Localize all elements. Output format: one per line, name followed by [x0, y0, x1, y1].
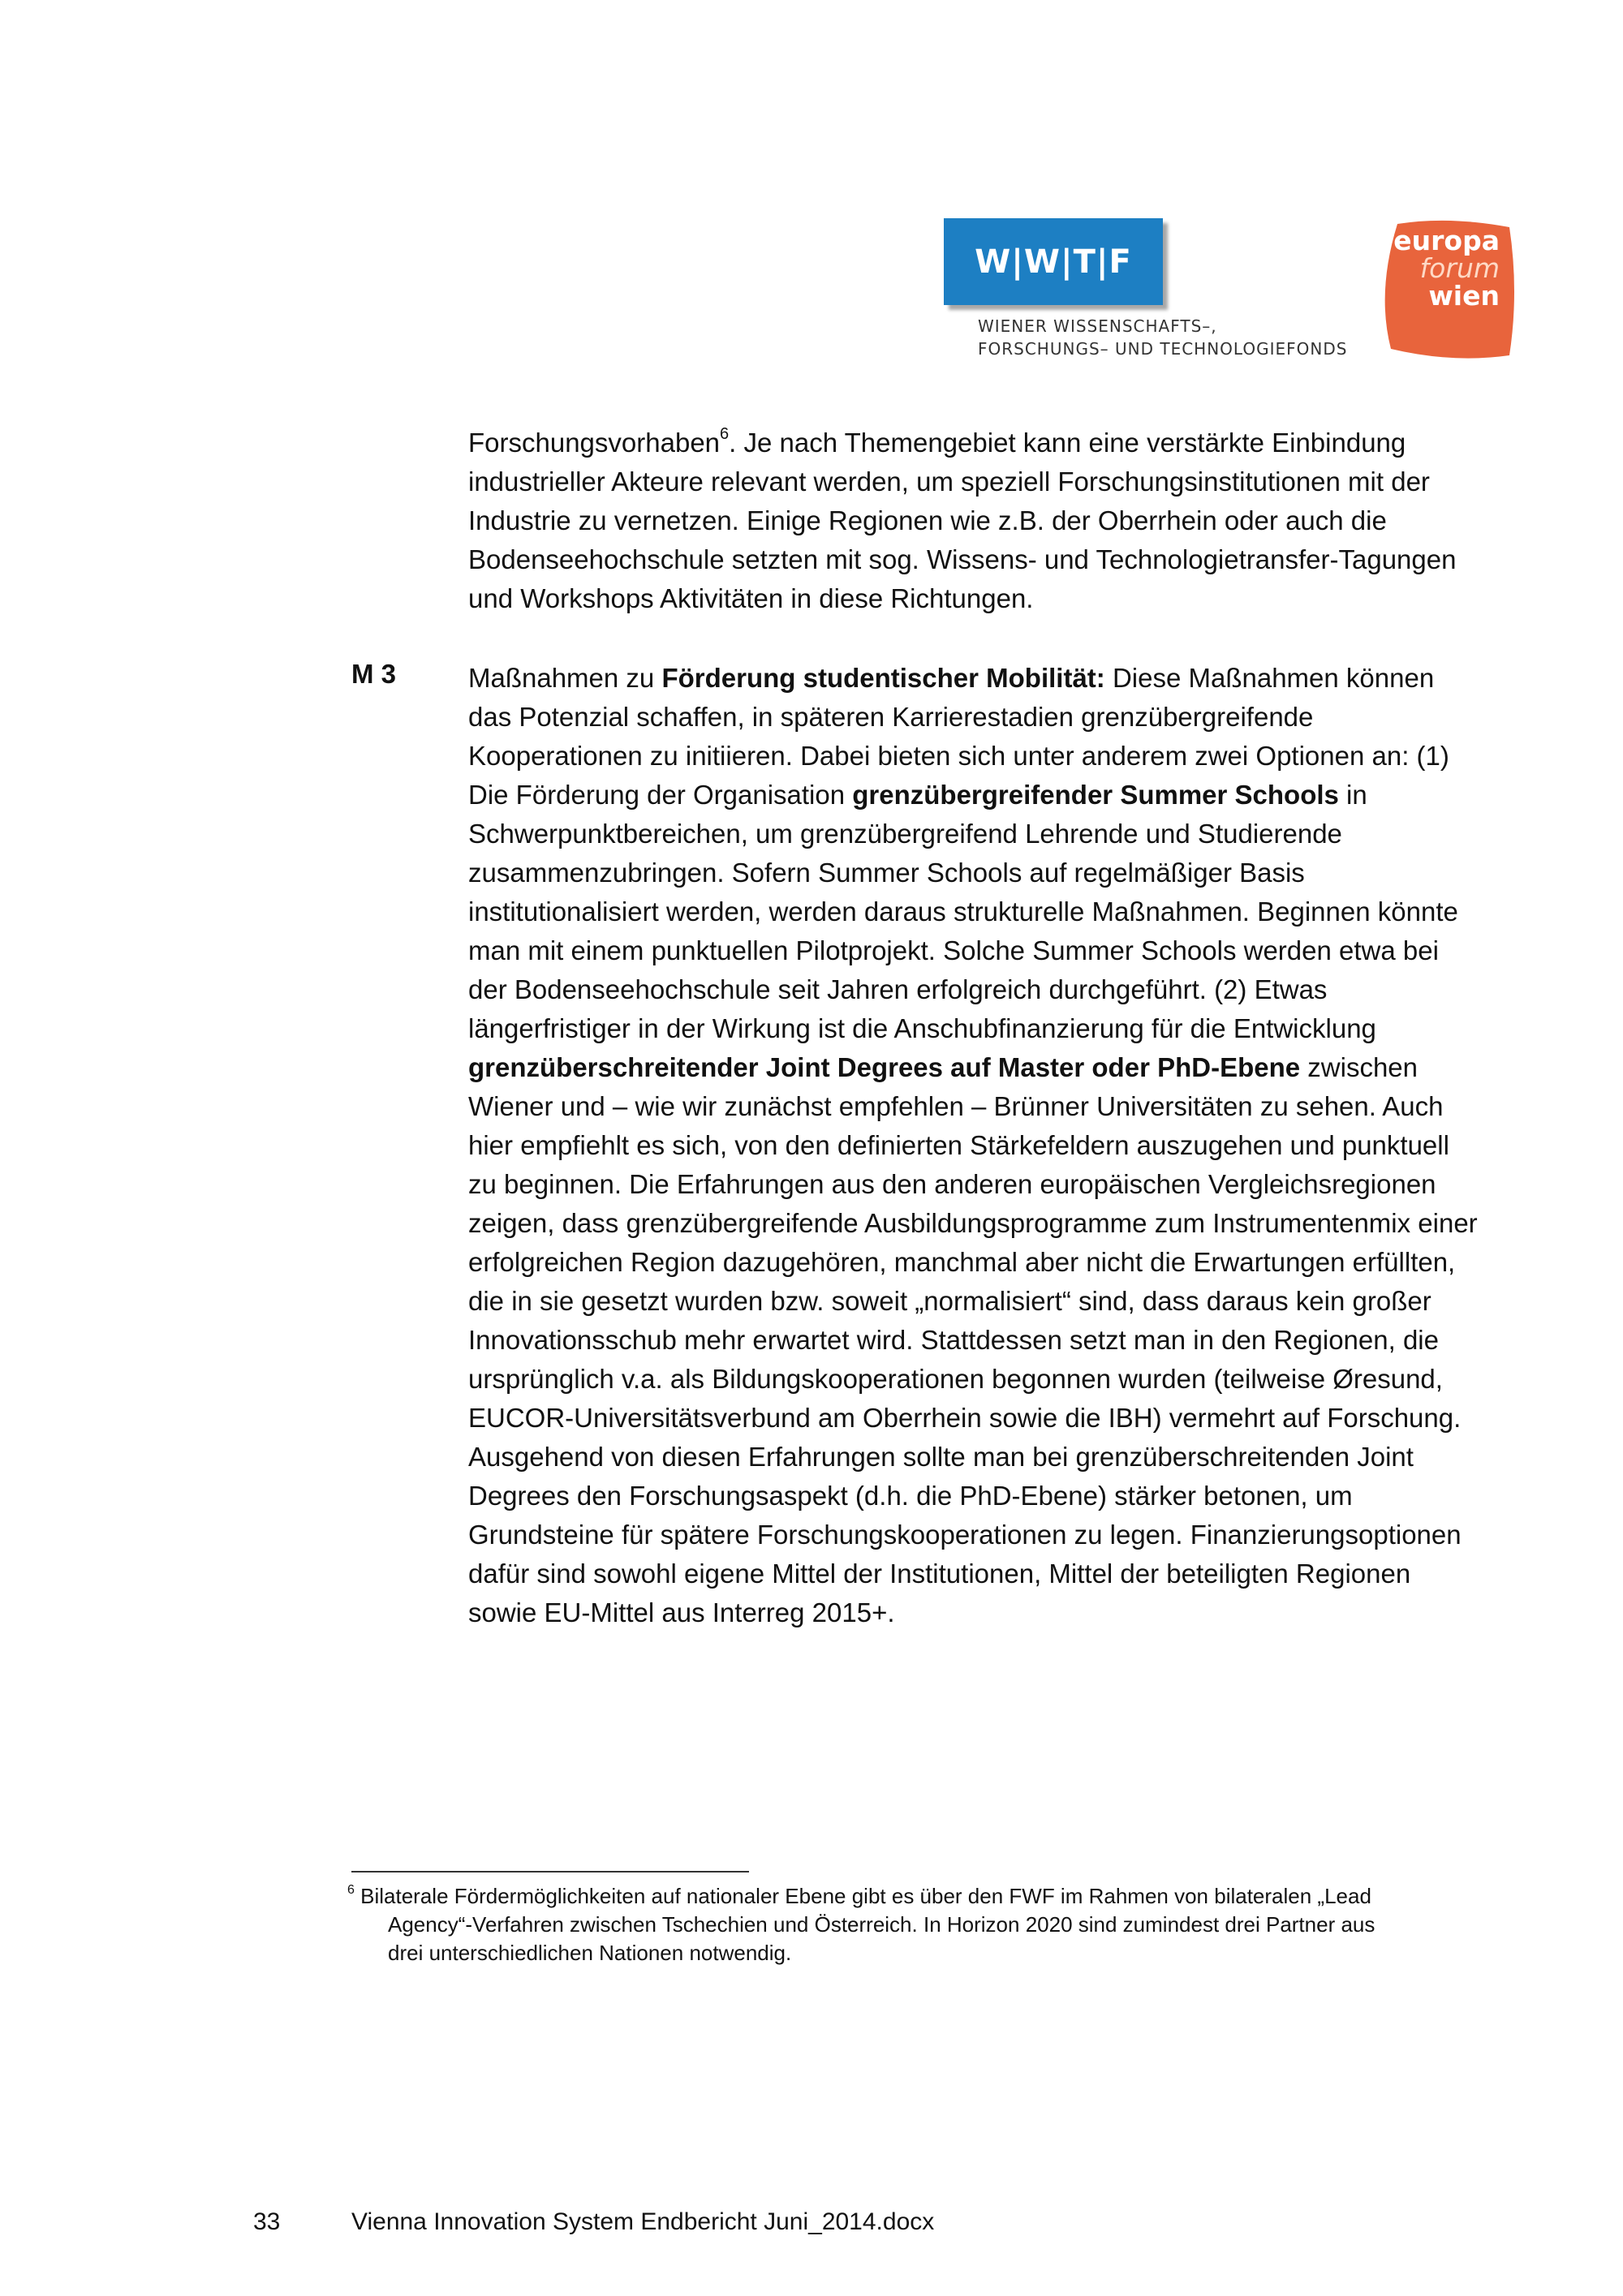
page-footer — [0, 2208, 1623, 2249]
text-line: EUCOR-Universitätsverbund am Oberrhein sowie die IBH) vermehrt auf Forschung. — [468, 1403, 1462, 1433]
text-line: zusammenzubringen. Sofern Summer Schools auf regelmäßiger Basis — [468, 858, 1305, 888]
text-run: Bilaterale Fördermöglichkeiten auf nationaler Ebene gibt es über den FWF im Rahmen von bilateralen „Lead — [354, 1884, 1371, 1908]
europa-logo-line-3: wien — [1428, 280, 1500, 312]
text-run: in — [1338, 780, 1367, 810]
footnote-reference: 6 — [720, 425, 730, 443]
wwtf-logo-text: W|W|T|F — [975, 243, 1132, 281]
text-line: drei unterschiedlichen Nationen notwendig. — [388, 1941, 792, 1965]
measure-label: M 3 — [351, 659, 397, 689]
text-line: zu beginnen. Die Erfahrungen aus den anderen europäischen Vergleichsregionen — [468, 1169, 1436, 1199]
text-run: Diese Maßnahmen können — [1104, 663, 1435, 693]
text-line: zeigen, dass grenzübergreifende Ausbildungsprogramme zum Instrumentenmix einer — [468, 1208, 1478, 1238]
europa-logo-line-1: europa — [1393, 225, 1500, 256]
text-line: und Workshops Aktivitäten in diese Richtungen. — [468, 583, 1034, 613]
wwtf-subtitle-line-2: FORSCHUNGS– UND TECHNOLOGIEFONDS — [978, 339, 1348, 359]
text-line — [468, 1048, 1556, 1087]
text-line: Wiener und – wie wir zunächst empfehlen – Brünner Universitäten zu sehen. Auch — [468, 1091, 1444, 1121]
text-line: man mit einem punktuellen Pilotprojekt. Solche Summer Schools werden etwa bei — [468, 935, 1439, 965]
text-line: Industrie zu vernetzen. Einige Regionen wie z.B. der Oberrhein oder auch die — [468, 505, 1387, 535]
text-line: Agency“-Verfahren zwischen Tschechien und Österreich. In Horizon 2020 sind zumindest drei Partner aus — [388, 1912, 1375, 1937]
intro-paragraph — [468, 424, 1556, 618]
text-line: Ausgehend von diesen Erfahrungen sollte man bei grenzüberschreitenden Joint — [468, 1442, 1414, 1472]
europa-forum-wien-logo — [1380, 219, 1518, 361]
bold-text: grenzüberschreitender Joint Degrees auf Master oder PhD-Ebene — [468, 1052, 1301, 1082]
text-line: Schwerpunktbereichen, um grenzübergreifend Lehrende und Studierende — [468, 819, 1342, 849]
text-line: Grundsteine für spätere Forschungskooperationen zu legen. Finanzierungsoptionen — [468, 1520, 1462, 1550]
document-name: Vienna Innovation System Endbericht Juni_2014.docx — [351, 2208, 935, 2235]
text-line: Innovationsschub mehr erwartet wird. Stattdessen setzt man in den Regionen, die — [468, 1325, 1439, 1355]
text-line: industrieller Akteure relevant werden, um speziell Forschungsinstitutionen mit der — [468, 467, 1430, 497]
text-run: Die Förderung der Organisation — [468, 780, 853, 810]
text-line: längerfristiger in der Wirkung ist die Anschubfinanzierung für die Entwicklung — [468, 1013, 1376, 1043]
footnote-marker: 6 — [347, 1883, 355, 1898]
text-line: Bodenseehochschule setzten mit sog. Wissens- und Technologietransfer-Tagungen — [468, 544, 1457, 574]
measure-m3-paragraph — [468, 659, 1556, 1632]
footnote-separator — [351, 1871, 749, 1872]
text-line: Kooperationen zu initiieren. Dabei bieten sich unter anderem zwei Optionen an: (1) — [468, 741, 1449, 771]
bold-text: Förderung studentischer Mobilität: — [661, 663, 1105, 693]
text-line: die in sie gesetzt wurden bzw. soweit „normalisiert“ sind, dass daraus kein großer — [468, 1286, 1431, 1316]
text-run: zwischen — [1300, 1052, 1418, 1082]
page-header — [0, 0, 1623, 381]
text-line: das Potenzial schaffen, in späteren Karrierestadien grenzübergreifende — [468, 702, 1314, 732]
text-line — [468, 659, 1556, 698]
text-line: der Bodenseehochschule seit Jahren erfolgreich durchgeführt. (2) Etwas — [468, 974, 1328, 1004]
text-run: Forschungsvorhaben — [468, 428, 721, 458]
text-line: institutionalisiert werden, werden daraus strukturelle Maßnahmen. Beginnen könnte — [468, 896, 1458, 927]
text-line: Degrees den Forschungsaspekt (d.h. die PhD-Ebene) stärker betonen, um — [468, 1481, 1353, 1511]
page-number: 33 — [253, 2208, 281, 2235]
bold-text: grenzübergreifender Summer Schools — [852, 780, 1339, 810]
text-line: erfolgreichen Region dazugehören, manchmal aber nicht die Erwartungen erfüllten, — [468, 1247, 1456, 1277]
text-run: . Je nach Themengebiet kann eine verstärkte Einbindung — [729, 428, 1406, 458]
text-line: hier empfiehlt es sich, von den definierten Stärkefeldern auszugehen und punktuell — [468, 1130, 1449, 1160]
text-line: ursprünglich v.a. als Bildungskooperationen begonnen wurden (teilweise Øresund, — [468, 1364, 1443, 1394]
text-line: sowie EU-Mittel aus Interreg 2015+. — [468, 1597, 895, 1627]
wwtf-logo — [944, 218, 1163, 305]
text-line — [347, 1882, 1565, 1911]
text-line — [468, 424, 1556, 462]
wwtf-subtitle-line-1: WIENER WISSENSCHAFTS–, — [978, 316, 1217, 336]
footnote — [347, 1882, 1565, 1967]
text-line — [468, 776, 1556, 815]
text-line: dafür sind sowohl eigene Mittel der Institutionen, Mittel der beteiligten Regionen — [468, 1559, 1411, 1589]
europa-logo-line-2: forum — [1419, 252, 1500, 284]
text-run: Maßnahmen zu — [468, 663, 662, 693]
